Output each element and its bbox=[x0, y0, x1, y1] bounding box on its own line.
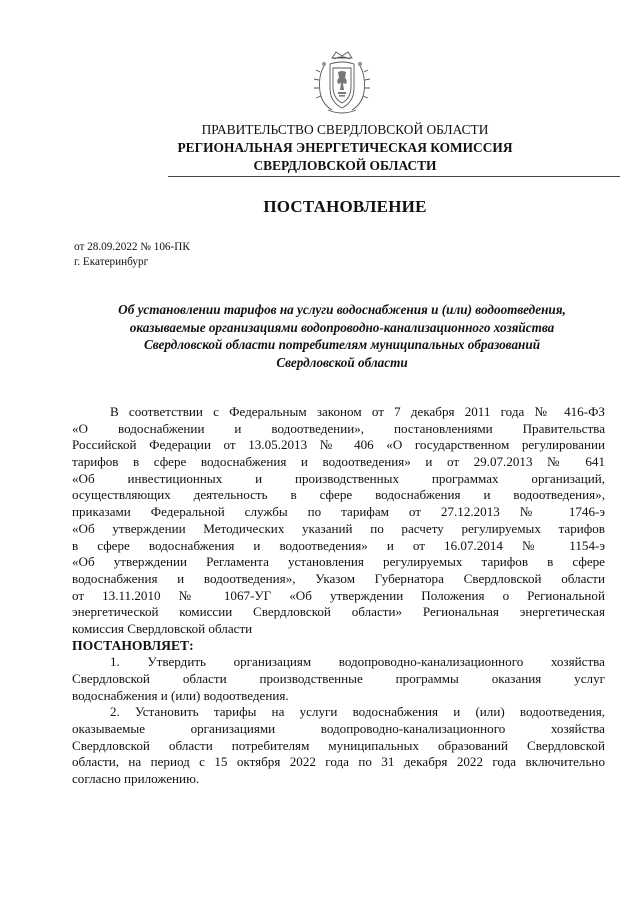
preamble-line: энергетической комиссии Свердловской области» Региональная энергетическая bbox=[72, 604, 605, 620]
resolves-heading: ПОСТАНОВЛЯЕТ: bbox=[72, 637, 194, 653]
document-subject bbox=[72, 301, 612, 371]
document-date-number: от 28.09.2022 № 106-ПК bbox=[74, 241, 190, 253]
header-divider bbox=[168, 176, 620, 177]
item2-line: 2. Установить тарифы на услуги водоснабжения и (или) водоотведения, bbox=[110, 704, 605, 720]
item2-line: согласно приложению. bbox=[72, 771, 200, 787]
preamble-line: «Об утверждении Методических указаний по расчету регулируемых тарифов bbox=[72, 520, 605, 536]
item1-line: 1. Утвердить организациям водопроводно-канализационного хозяйства bbox=[110, 654, 605, 670]
preamble-line: водоснабжения и водоотведения», Указом Губернатора Свердловской области bbox=[72, 570, 605, 586]
preamble-line: приказами Федеральной службы по тарифам от 27.12.2013 № 1746-э bbox=[72, 504, 605, 520]
preamble-line: от 13.11.2010 № 1067-УГ «Об утверждении Положения о Региональной bbox=[72, 587, 605, 603]
commission-name: РЕГИОНАЛЬНАЯ ЭНЕРГЕТИЧЕСКАЯ КОМИССИЯ bbox=[177, 140, 513, 155]
subject-line: Об установлении тарифов на услуги водоснабжения и (или) водоотведения, bbox=[118, 302, 566, 317]
preamble-line: В соответствии с Федеральным законом от 7 декабря 2011 года № 416-ФЗ bbox=[110, 404, 605, 419]
document-type-title: ПОСТАНОВЛЕНИЕ bbox=[263, 197, 427, 216]
government-name: ПРАВИТЕЛЬСТВО СВЕРДЛОВСКОЙ ОБЛАСТИ bbox=[201, 122, 489, 137]
preamble-line: в сфере водоснабжения и водоотведения» и от 16.07.2014 № 1154-э bbox=[72, 537, 605, 553]
subject-line: Свердловской области bbox=[276, 354, 408, 370]
item2-line: Свердловской области потребителям муниципальных образований Свердловской bbox=[72, 737, 605, 753]
item1-line: водоснабжения и (или) водоотведения. bbox=[72, 687, 289, 703]
preamble-line: Российской Федерации от 13.05.2013 № 406 «О государственном регулировании bbox=[72, 437, 605, 453]
preamble-line: «Об утверждении Регламента установления регулируемых тарифов в сфере bbox=[72, 554, 605, 570]
document-body bbox=[72, 404, 605, 788]
preamble-line: «Об инвестиционных и производственных программах организаций, bbox=[72, 470, 605, 486]
item2-line: оказываемые организациями водопроводно-канализационного хозяйства bbox=[72, 721, 605, 737]
preamble-line: тарифов в сфере водоснабжения и водоотведения» и от 29.07.2013 № 641 bbox=[72, 454, 605, 470]
subject-line: оказываемые организациями водопроводно-канализационного хозяйства bbox=[129, 319, 555, 335]
preamble-line: осуществляющих деятельность в сфере водоснабжения и водоотведения», bbox=[72, 487, 605, 503]
document-city: г. Екатеринбург bbox=[74, 256, 149, 268]
item2-line: области, на период с 15 октября 2022 года по 31 декабря 2022 года включительно bbox=[72, 754, 605, 770]
commission-region: СВЕРДЛОВСКОЙ ОБЛАСТИ bbox=[253, 158, 437, 173]
item1-line: Свердловской области производственные программы оказания услуг bbox=[72, 671, 605, 686]
preamble-line: «О водоснабжении и водоотведении», постановлениями Правительства bbox=[72, 420, 605, 436]
preamble-line: комиссия Свердловской области bbox=[72, 620, 253, 636]
subject-line: Свердловской области потребителям муниципальных образований bbox=[143, 337, 541, 352]
coat-of-arms-emblem bbox=[310, 50, 374, 116]
